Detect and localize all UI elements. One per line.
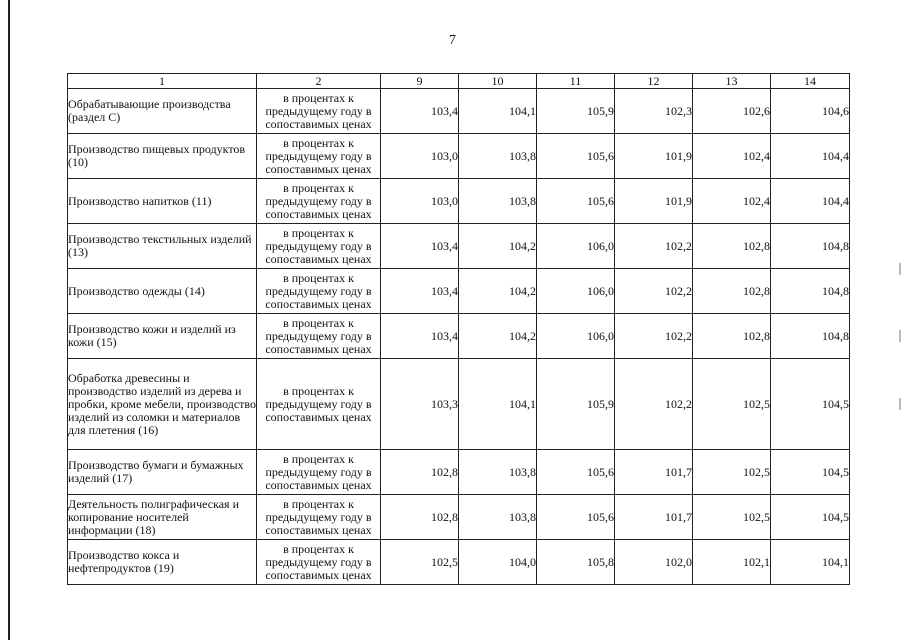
unit-cell: в процентах к предыдущему году в сопоставимых ценах [257,134,381,179]
value-cell: 103,3 [381,359,459,450]
unit-cell: в процентах к предыдущему году в сопоставимых ценах [257,450,381,495]
column-header: 10 [459,74,537,89]
value-cell: 105,6 [537,450,615,495]
industry-name: Производство пищевых продуктов (10) [68,134,257,179]
column-header: 14 [771,74,850,89]
value-cell: 102,0 [615,540,693,585]
table-row [68,224,850,269]
value-cell: 105,9 [537,359,615,450]
table-row [68,540,850,585]
table-row [68,134,850,179]
column-header: 1 [68,74,257,89]
value-cell: 101,7 [615,495,693,540]
value-cell: 104,0 [459,540,537,585]
value-cell: 101,9 [615,179,693,224]
value-cell: 103,4 [381,269,459,314]
table-row [68,179,850,224]
page-number: 7 [449,33,456,48]
value-cell: 104,1 [459,359,537,450]
value-cell: 102,6 [693,89,771,134]
value-cell: 105,9 [537,89,615,134]
value-cell: 102,3 [615,89,693,134]
table-row [68,495,850,540]
indicators-table [67,73,850,585]
value-cell: 102,2 [615,269,693,314]
margin-mark [899,398,901,410]
unit-cell: в процентах к предыдущему году в сопоставимых ценах [257,89,381,134]
value-cell: 103,8 [459,134,537,179]
value-cell: 106,0 [537,314,615,359]
value-cell: 104,4 [771,134,850,179]
table-row [68,450,850,495]
value-cell: 104,8 [771,224,850,269]
industry-name: Производство кокса и нефтепродуктов (19) [68,540,257,585]
table-row [68,89,850,134]
value-cell: 104,4 [771,179,850,224]
value-cell: 105,6 [537,179,615,224]
value-cell: 104,5 [771,450,850,495]
value-cell: 104,8 [771,269,850,314]
value-cell: 106,0 [537,224,615,269]
value-cell: 102,8 [693,269,771,314]
table-row [68,314,850,359]
industry-name: Производство текстильных изделий (13) [68,224,257,269]
industry-name: Деятельность полиграфическая и копирование носителей информации (18) [68,495,257,540]
value-cell: 102,5 [693,359,771,450]
value-cell: 101,7 [615,450,693,495]
unit-cell: в процентах к предыдущему году в сопоставимых ценах [257,359,381,450]
margin-mark [899,330,901,342]
unit-cell: в процентах к предыдущему году в сопоставимых ценах [257,540,381,585]
value-cell: 102,1 [693,540,771,585]
value-cell: 102,8 [381,495,459,540]
value-cell: 104,5 [771,495,850,540]
unit-cell: в процентах к предыдущему году в сопоставимых ценах [257,314,381,359]
column-header: 9 [381,74,459,89]
industry-name: Производство кожи и изделий из кожи (15) [68,314,257,359]
column-header: 11 [537,74,615,89]
value-cell: 102,2 [615,224,693,269]
value-cell: 103,8 [459,495,537,540]
value-cell: 102,4 [693,179,771,224]
page-edge-rule [8,0,10,640]
header-row [68,74,850,89]
value-cell: 103,4 [381,89,459,134]
unit-cell: в процентах к предыдущему году в сопоставимых ценах [257,269,381,314]
value-cell: 104,2 [459,314,537,359]
value-cell: 104,6 [771,89,850,134]
value-cell: 102,2 [615,314,693,359]
value-cell: 102,5 [693,495,771,540]
unit-cell: в процентах к предыдущему году в сопоставимых ценах [257,179,381,224]
column-header: 2 [257,74,381,89]
value-cell: 105,6 [537,134,615,179]
column-header: 12 [615,74,693,89]
value-cell: 103,8 [459,450,537,495]
value-cell: 103,0 [381,134,459,179]
unit-cell: в процентах к предыдущему году в сопоставимых ценах [257,495,381,540]
value-cell: 102,4 [693,134,771,179]
value-cell: 105,8 [537,540,615,585]
value-cell: 102,5 [693,450,771,495]
value-cell: 104,2 [459,224,537,269]
column-header: 13 [693,74,771,89]
value-cell: 103,4 [381,314,459,359]
industry-name: Производство напитков (11) [68,179,257,224]
unit-cell: в процентах к предыдущему году в сопоставимых ценах [257,224,381,269]
value-cell: 104,8 [771,314,850,359]
industry-name: Производство одежды (14) [68,269,257,314]
value-cell: 102,8 [693,224,771,269]
table-row [68,359,850,450]
table-row [68,269,850,314]
value-cell: 103,8 [459,179,537,224]
margin-mark [899,263,901,275]
value-cell: 102,5 [381,540,459,585]
industry-name: Производство бумаги и бумажных изделий (17) [68,450,257,495]
value-cell: 101,9 [615,134,693,179]
value-cell: 104,5 [771,359,850,450]
value-cell: 103,0 [381,179,459,224]
value-cell: 102,8 [693,314,771,359]
value-cell: 102,8 [381,450,459,495]
value-cell: 103,4 [381,224,459,269]
value-cell: 104,1 [771,540,850,585]
value-cell: 104,1 [459,89,537,134]
value-cell: 105,6 [537,495,615,540]
industry-name: Обрабатывающие производства (раздел С) [68,89,257,134]
value-cell: 102,2 [615,359,693,450]
value-cell: 104,2 [459,269,537,314]
value-cell: 106,0 [537,269,615,314]
industry-name: Обработка древесины и производство изделий из дерева и пробки, кроме мебели, производство изделий из соломки и материалов для плетения (16) [68,359,257,450]
